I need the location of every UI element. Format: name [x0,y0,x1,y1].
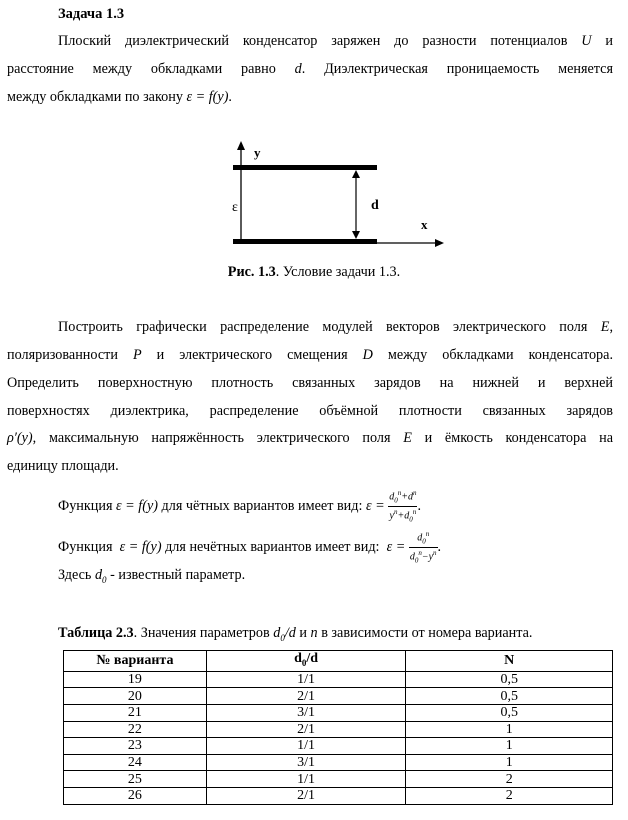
cell-n: 0,5 [406,688,613,705]
cell-n: 1 [406,738,613,755]
intro-line-3: между обкладками по закону ε = f(y). [7,89,232,105]
table-row [64,771,613,788]
eps-label: ε [232,200,238,215]
cell-d0d: 1/1 [206,771,406,788]
cell-variant: 22 [64,721,207,738]
here-line: Здесь $d_0$ - известный параметр. [58,567,246,585]
body-line-3: Определить поверхностную плотность связанных зарядов на нижней и верхней [7,375,613,391]
table-row [64,721,613,738]
cell-d0d: 1/1 [206,738,406,755]
figure-caption: Рис. 1.3. Условие задачи 1.3. [227,264,401,280]
table-row [64,738,613,755]
cell-n: 2 [406,771,613,788]
cell-d0d: 2/1 [206,721,406,738]
table-row [64,704,613,721]
cell-d0d: 1/1 [206,671,406,688]
even-fraction: $\frac{d_0^n+d^n}{y^n+d_0^n}$ [389,489,417,524]
header-variant: № варианта [64,651,207,672]
body-line-2: поляризованности P и электрического смещения D между обкладками конденсатора. [7,347,613,363]
cell-variant: 21 [64,704,207,721]
body-line-6: единицу площади. [7,458,119,474]
cell-variant: 20 [64,688,207,705]
cell-n: 1 [406,721,613,738]
cell-variant: 25 [64,771,207,788]
cell-variant: 19 [64,671,207,688]
axis-y-label: y [254,145,261,160]
capacitor-figure [228,140,448,252]
body-line-1: Построить графически распределение модулей векторов электрического поля E, [58,319,613,335]
cell-n: 1 [406,754,613,771]
cell-n: 0,5 [406,704,613,721]
cell-d0d: 2/1 [206,688,406,705]
header-n: N [406,651,613,672]
cell-variant: 26 [64,787,207,804]
formula-even: Функция ε = f(y) для чётных вариантов имеет вид: ε = $\frac{d_0^n+d^n}{y^n+d_0^n}$ . [58,489,422,524]
cell-d0d: 3/1 [206,704,406,721]
table-row [64,688,613,705]
cell-n: 0,5 [406,671,613,688]
task-title: Задача 1.3 [58,6,125,22]
d-label: d [371,198,379,213]
header-d0d: $d_0/d$ [206,651,406,672]
table-row [64,671,613,688]
table-row [64,787,613,804]
cell-variant: 23 [64,738,207,755]
intro-line-1: Плоский диэлектрический конденсатор заряжен до разности потенциалов U и [58,33,614,49]
cell-d0d: 2/1 [206,787,406,804]
cell-n: 2 [406,787,613,804]
table-caption: Таблица 2.3. Значения параметров $d_0/d$ и n в зависимости от номера варианта. [58,625,533,643]
formula-odd: Функция ε = f(y) для нечётных вариантов имеет вид: ε = $\frac{d_0^n}{d_0^n-y^n}$ . [58,530,442,565]
table-header-row [64,651,613,672]
body-line-4: поверхностях диэлектрика, распределение объёмной плотности связанных зарядов [7,403,613,419]
intro-line-2: расстояние между обкладками равно d. Диэлектрическая проницаемость меняется [7,61,614,77]
variants-table [63,650,613,805]
cell-d0d: 3/1 [206,754,406,771]
axis-x-label: x [421,217,428,232]
odd-fraction: $\frac{d_0^n}{d_0^n-y^n}$ [409,530,437,565]
table-row [64,754,613,771]
cell-variant: 24 [64,754,207,771]
body-line-5: ρ′(y), максимальную напряжённость электрического поля E и ёмкость конденсатора на [7,430,613,446]
